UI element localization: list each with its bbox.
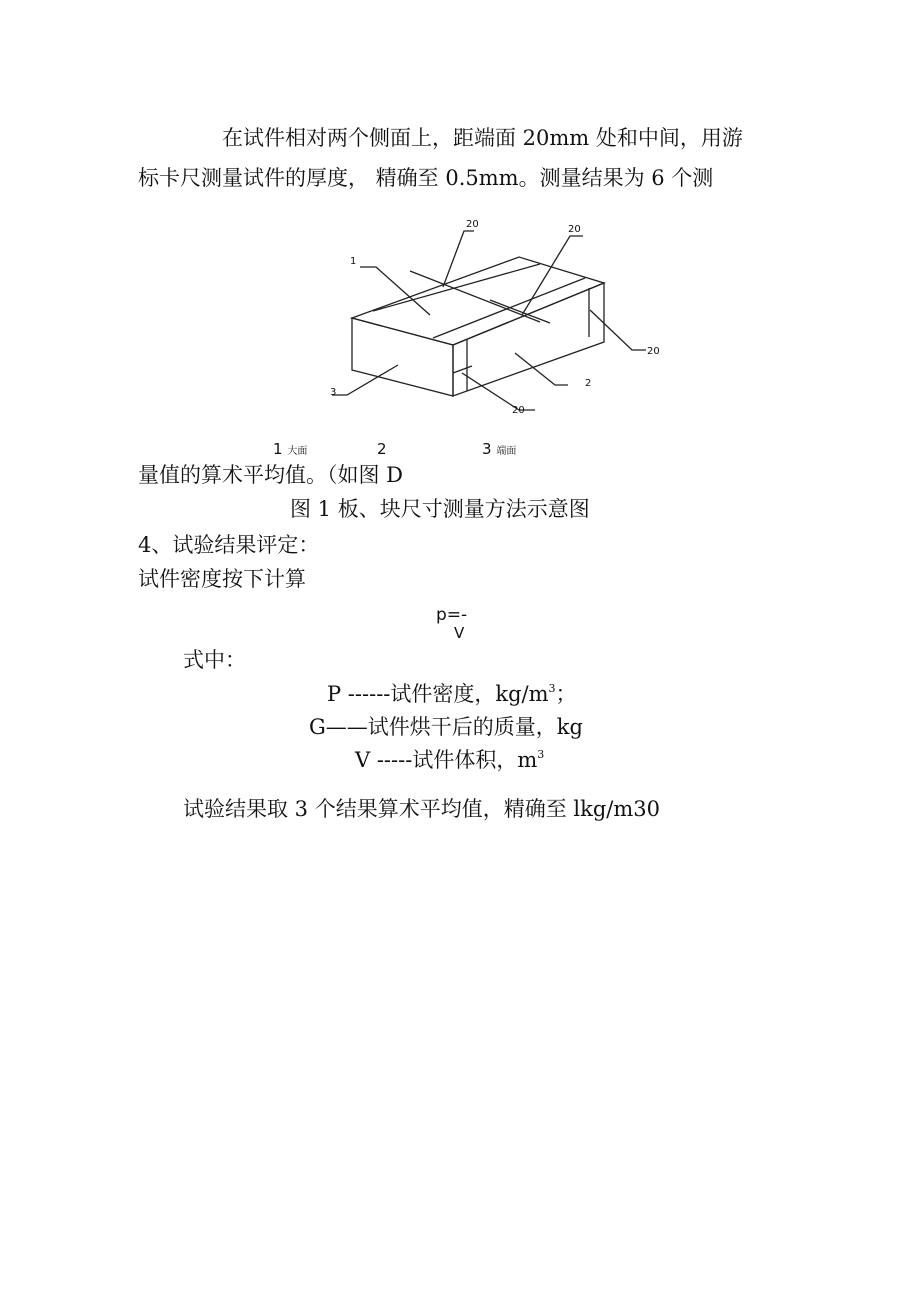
where-label: 式中： [183, 648, 246, 672]
legend-3-text: 端面 [496, 446, 517, 457]
legend-1-text: 大面 [287, 446, 308, 457]
paragraph-continuation: 量值的算术平均值。（如图 D [138, 463, 404, 487]
legend-1-num: 1 [273, 440, 283, 458]
end-face [352, 318, 453, 396]
diagram-label-20-top-left: 20 [466, 219, 479, 230]
legend-2-num: 2 [377, 440, 387, 458]
top-face [352, 257, 604, 345]
density-formula [436, 606, 467, 642]
definition-mass [309, 713, 583, 741]
diagram-label-2: 2 [585, 378, 592, 389]
density-intro: 试件密度按下计算 [138, 567, 306, 591]
figure-legend-2 [377, 440, 387, 458]
formula-top: p=- [436, 605, 468, 625]
figure-legend-3 [482, 440, 516, 458]
diagram-label-20-right: 20 [647, 346, 660, 357]
legend-3-num: 3 [482, 440, 492, 458]
definition-volume-text: V -----试件体积，m [355, 748, 538, 772]
definition-mass-text: G——试件烘干后的质量，kg [309, 715, 583, 739]
paragraph-line-1: 在试件相对两个侧面上，距端面 20mm 处和中间，用游 [222, 126, 743, 150]
section-4-heading: 4、试验结果评定： [138, 533, 320, 557]
diagram-label-3: 3 [330, 387, 337, 398]
definition-density [327, 680, 577, 708]
paragraph-line-2: 标卡尺测量试件的厚度， 精确至 0.5mm。测量结果为 6 个测 [138, 166, 714, 190]
definition-density-text: P ------试件密度，kg/m [327, 682, 549, 706]
diagram-label-20-top-right: 20 [568, 224, 581, 235]
figure-caption: 图 1 板、块尺寸测量方法示意图 [290, 497, 590, 521]
figure-legend-1 [273, 440, 307, 458]
definition-density-sup: 3 [548, 682, 556, 695]
diagram-label-1: 1 [350, 256, 357, 267]
definition-density-tail: ； [555, 682, 577, 706]
formula-bottom: V [454, 624, 465, 642]
result-text: 试验结果取 3 个结果算术平均值，精确至 lkg/m30 [183, 797, 660, 821]
definition-volume-sup: 3 [537, 748, 545, 761]
definition-volume [355, 746, 544, 774]
slab-measurement-diagram [300, 215, 690, 420]
diagram-label-20-bottom: 20 [512, 405, 525, 416]
